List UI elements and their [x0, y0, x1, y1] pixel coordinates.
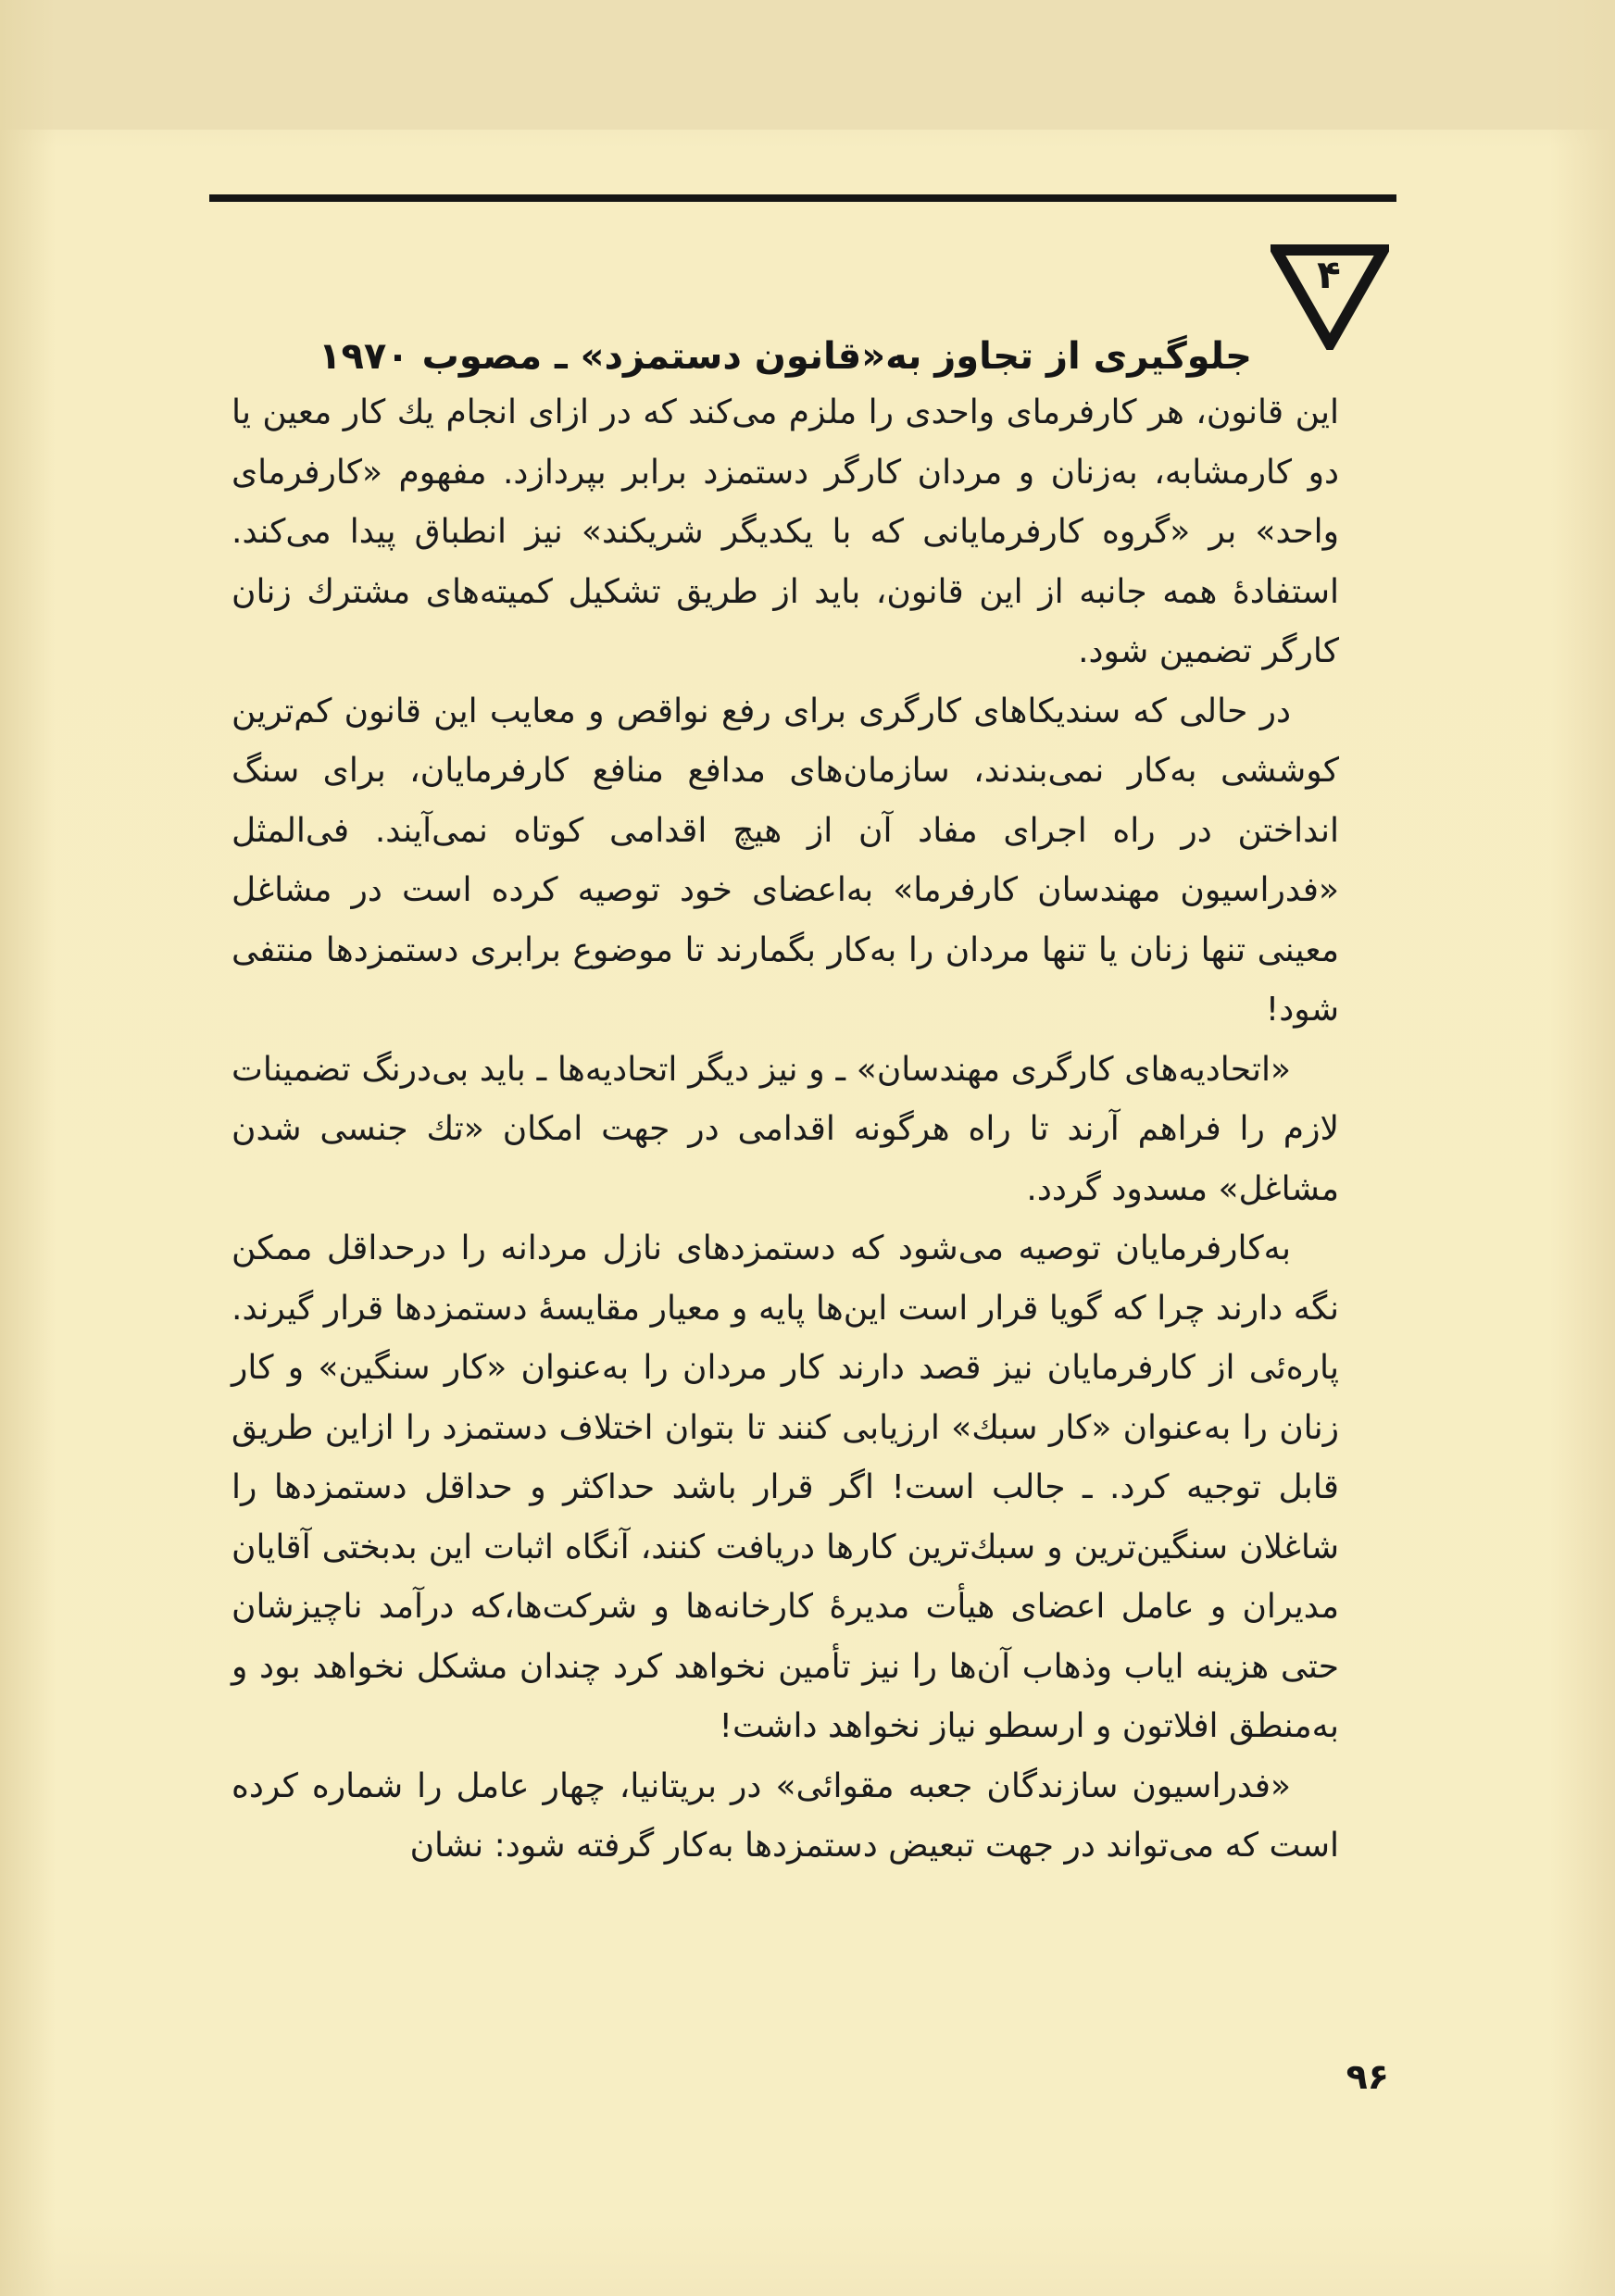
page-right-edge: [1550, 0, 1615, 2296]
page-left-edge: [0, 0, 56, 2296]
page-number: ۹۶: [1346, 2056, 1389, 2097]
paragraph-2: در حالی که سندیکاهای کارگری برای رفع نواقص و معایب این قانون کم‌ترین کوششی به‌کار نمی‌بندند، سازمان‌های مدافع منافع کارفرمایان، برای سنگ انداختن در راه اجرای مفاد آن از هیچ اقدامی کوتاه نمی‌آیند. فی‌المثل «فدراسیون مهندسان کارفرما» به‌اعضای خود توصیه کرده است در مشاغل معینی تنها زنان یا تنها مردان را به‌کار بگمارند تا موضوع برابری دستمزدها منتفی شود!: [232, 692, 1339, 1029]
paragraph-5: «فدراسیون سازندگان جعبه مقوائی» در بریتانیا، چهار عامل را شماره کرده است که می‌تواند در جهت تبعیض دستمزدها به‌کار گرفته شود: نشان: [232, 1766, 1339, 1865]
body-text: [232, 383, 1339, 1877]
top-horizontal-rule: [209, 194, 1396, 202]
chapter-number: ۴: [1317, 252, 1341, 297]
section-title: جلوگیری از تجاوز به«قانون دستمزد» ـ مصوب ۱۹۷۰: [319, 335, 1252, 378]
paragraph-1: این قانون، هر کارفرمای واحدی را ملزم می‌کند که در ازای انجام یك کار معین یا دو کارمشابه، به‌زنان و مردان کارگر دستمزد برابر بپردازد. مفهوم «کارفرمای واحد» بر «گروه کارفرمایانی که با یکدیگر شریکند» نیز انطباق پیدا می‌کند. استفادهٔ همه جانبه از این قانون، باید از طریق تشکیل کمیته‌های مشترك زنان کارگر تضمین شود.: [232, 393, 1339, 670]
paragraph-4: به‌کارفرمایان توصیه می‌شود که دستمزدهای نازل مردانه را درحداقل ممکن نگه دارند چرا که گویا قرار است این‌ها پایه و معیار مقایسهٔ دستمزدها قرار گیرند. پاره‌ئی از کارفرمایان نیز قصد دارند کار مردان را به‌عنوان «کار سنگین» و کار زنان را به‌عنوان «کار سبك» ارزیابی کنند تا بتوان اختلاف دستمزد را ازاین طریق قابل توجیه کرد. ـ جالب است! اگر قرار باشد حداکثر و حداقل دستمزدها را شاغلان سنگین‌ترین و سبك‌ترین کارها دریافت کنند، آنگاه اثبات این بدبختی آقایان مدیران و عامل اعضای هیأت مدیرهٔ کارخانه‌ها و شرکت‌ها،که درآمد ناچیزشان حتی هزینه ایاب وذهاب آن‌ها را نیز تأمین نخواهد کرد چندان مشکل نخواهد بود و به‌منطق افلاتون و ارسطو نیاز نخواهد داشت!: [232, 1229, 1339, 1745]
page-top-band: [0, 0, 1615, 130]
paragraph-3: «اتحادیه‌های کارگری مهندسان» ـ و نیز دیگر اتحادیه‌ها ـ باید بی‌درنگ تضمینات لازم را فراهم آرند تا راه هرگونه اقدامی در جهت امکان «تك جنسی شدن مشاغل» مسدود گردد.: [232, 1050, 1339, 1208]
